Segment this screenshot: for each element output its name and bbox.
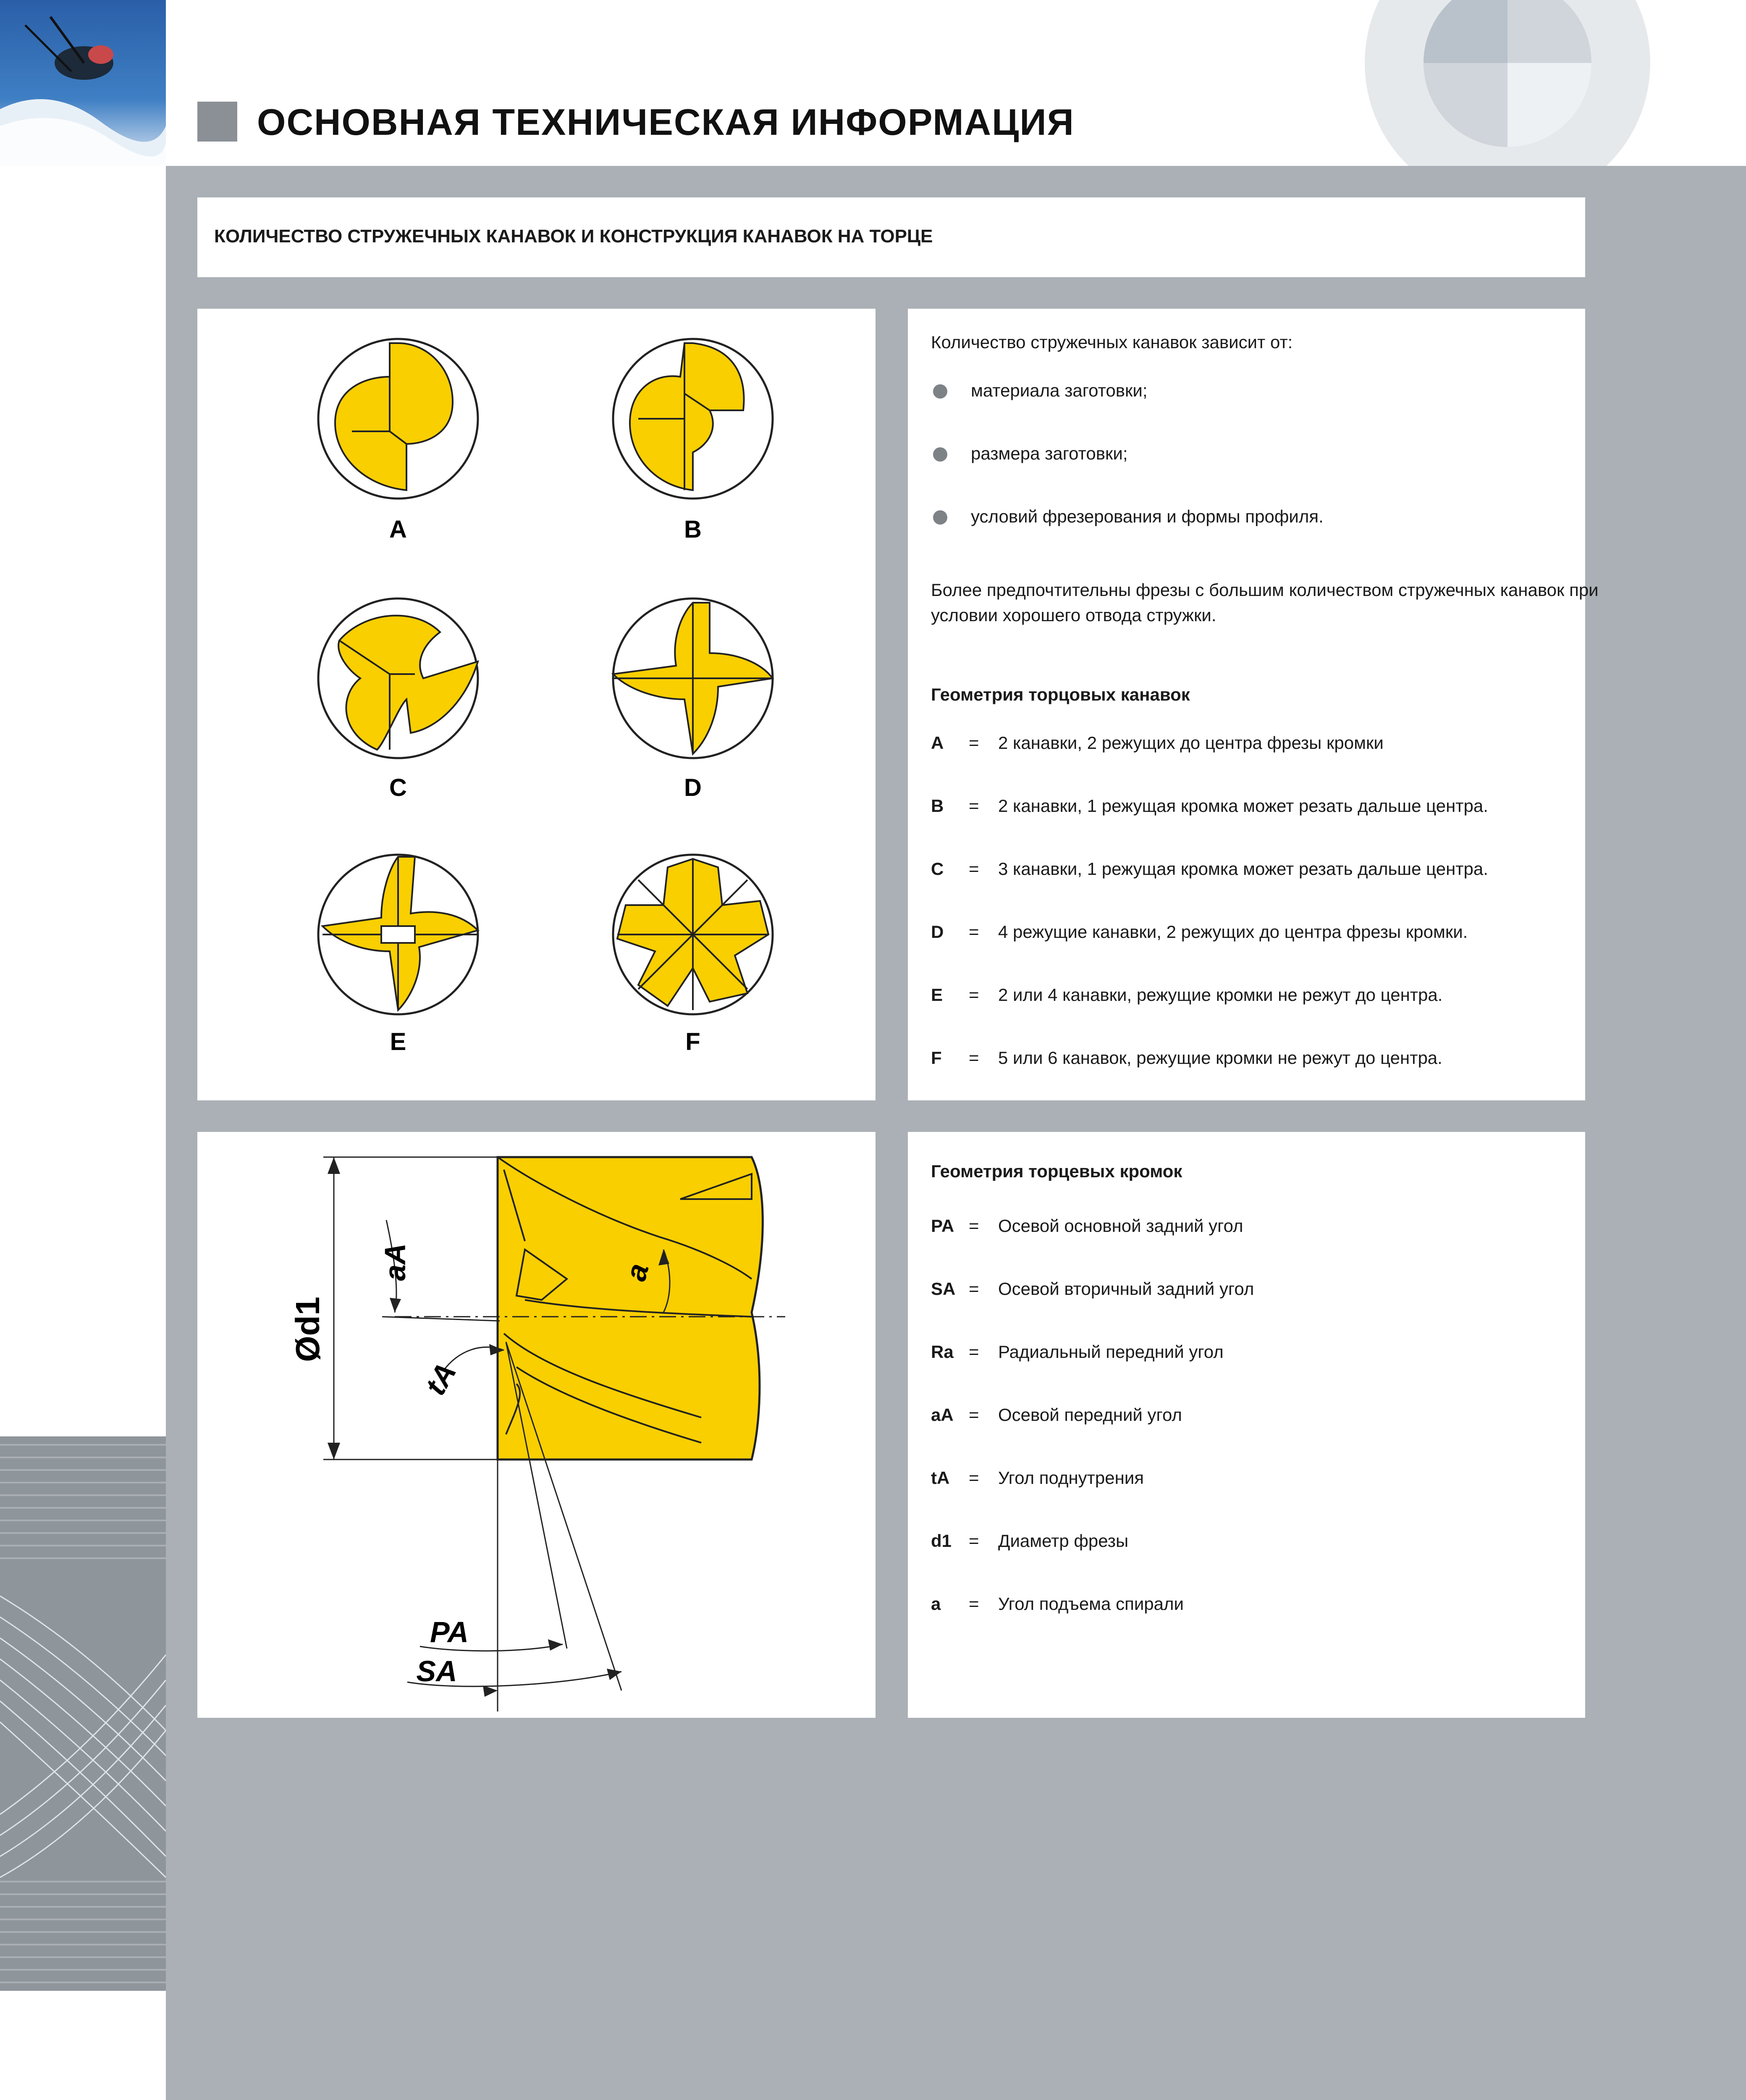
end-views-figure <box>197 309 876 1100</box>
primary-clearance-label: PA <box>430 1616 469 1648</box>
bullet-icon <box>933 447 947 462</box>
page-title: ОСНОВНАЯ ТЕХНИЧЕСКАЯ ИНФОРМАЦИЯ <box>257 101 1075 143</box>
edge-geometry-drawing-card <box>197 1132 876 1718</box>
end-view-e <box>318 855 478 1014</box>
section-heading: КОЛИЧЕСТВО СТРУЖЕЧНЫХ КАНАВОК И КОНСТРУКЦИЯ КАНАВОК НА ТОРЦЕ <box>214 226 933 247</box>
definition-row: E = 2 или 4 канавки, режущие кромки не режут до центра. <box>931 985 1443 1005</box>
flutes-bullet: условий фрезерования и формы профиля. <box>971 507 1324 526</box>
end-view-label: C <box>389 774 407 801</box>
edge-geometry-info-card <box>908 1132 1585 1718</box>
flutes-bullet: размера заготовки; <box>971 444 1128 463</box>
decorative-strip <box>0 1436 166 1991</box>
helix-angle-label: a <box>619 1260 655 1284</box>
end-view-label: B <box>684 516 702 543</box>
end-view-b <box>613 339 773 499</box>
definition-row: C = 3 канавки, 1 режущая кромка может резать дальше центра. <box>931 859 1488 879</box>
decorative-circle <box>1356 0 1650 166</box>
definition-row: a = Угол подъема спирали <box>931 1594 1184 1614</box>
secondary-clearance-label: SA <box>416 1655 457 1688</box>
flutes-info-card <box>908 309 1599 1100</box>
definition-row: aA = Осевой передний угол <box>931 1405 1182 1425</box>
end-views-figure-card <box>197 309 876 1100</box>
flutes-note-line: условии хорошего отвода стружки. <box>931 605 1216 625</box>
bullet-icon <box>933 510 947 525</box>
bullet-icon <box>933 384 947 399</box>
section-heading-card <box>197 197 1585 277</box>
end-flute-geometry-heading: Геометрия торцовых канавок <box>931 685 1190 704</box>
definition-row: D = 4 режущие канавки, 2 режущих до центра фрезы кромки. <box>931 922 1468 942</box>
end-view-a <box>318 339 478 499</box>
flutes-intro: Количество стружечных канавок зависит от: <box>931 332 1293 352</box>
header-photo <box>0 0 166 166</box>
definition-row: SA = Осевой вторичный задний угол <box>931 1279 1254 1299</box>
flutes-bullet: материала заготовки; <box>971 381 1148 400</box>
definition-row: Ra = Радиальный передний угол <box>931 1342 1224 1362</box>
end-view-d <box>613 598 773 758</box>
end-view-label: A <box>389 516 407 543</box>
end-view-label: F <box>685 1028 700 1055</box>
end-view-f <box>613 855 773 1014</box>
end-view-label: E <box>390 1028 406 1055</box>
title-marker <box>197 102 237 142</box>
end-view-label: D <box>684 774 702 801</box>
end-view-c <box>318 598 478 758</box>
definition-row: A = 2 канавки, 2 режущих до центра фрезы кромки <box>931 733 1384 753</box>
definition-row: F = 5 или 6 канавок, режущие кромки не режут до центра. <box>931 1048 1442 1068</box>
definition-row: tA = Угол поднутрения <box>931 1468 1144 1488</box>
definition-row: PA = Осевой основной задний угол <box>931 1216 1243 1236</box>
axial-rake-label: aA <box>379 1243 412 1281</box>
definition-row: B = 2 канавки, 1 режущая кромка может резать дальше центра. <box>931 796 1488 816</box>
edge-geometry-drawing <box>197 1132 876 1718</box>
undercut-label: tA <box>418 1357 463 1401</box>
diameter-label: Ød1 <box>289 1297 326 1362</box>
edge-geometry-heading: Геометрия торцевых кромок <box>931 1161 1182 1181</box>
flutes-note-line: Более предпочтительны фрезы с большим количеством стружечных канавок при <box>931 580 1599 600</box>
definition-row: d1 = Диаметр фрезы <box>931 1531 1129 1551</box>
